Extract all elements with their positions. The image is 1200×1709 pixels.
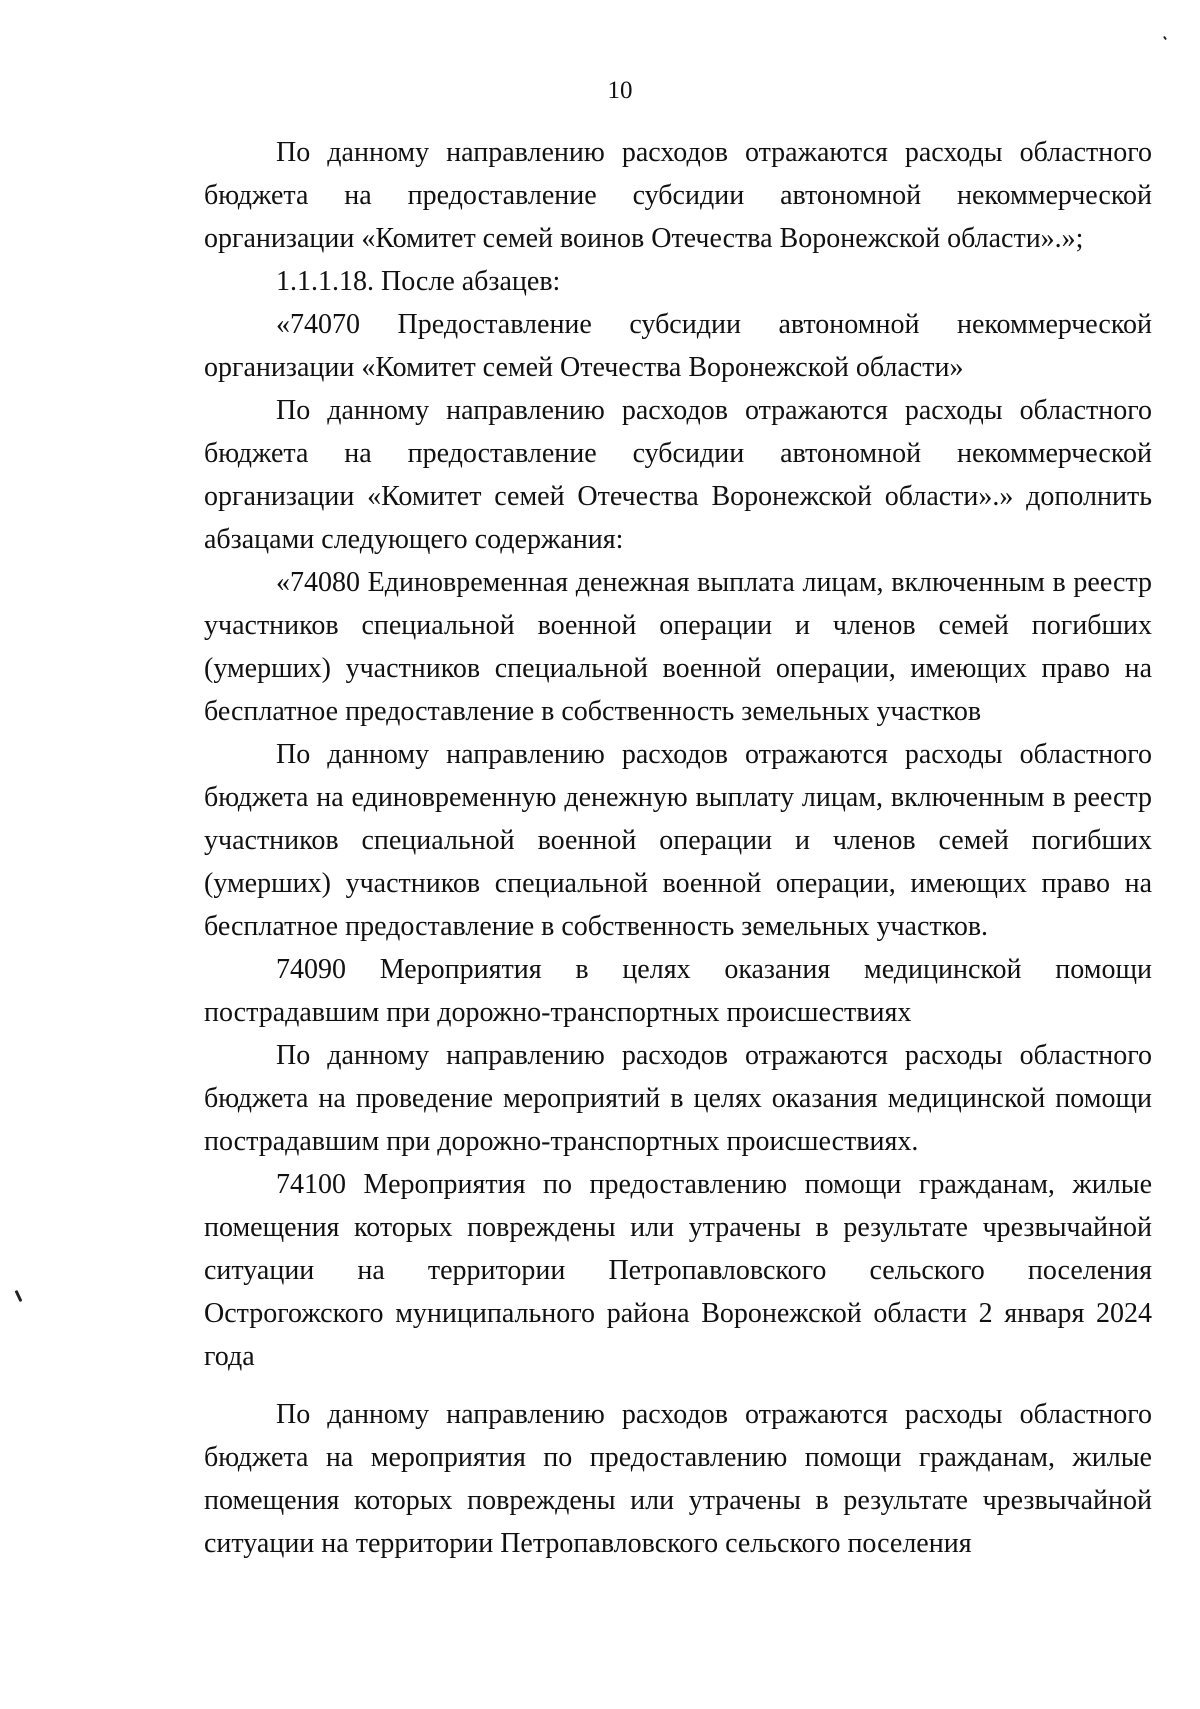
paragraph-expense-description: По данному направлению расходов отражаются расходы областного бюджета на предоставление субсидии автономной некоммерческой организации «Комитет семей Отечества Воронежской области».» дополнить абзацами следующего содержания: — [204, 395, 1152, 555]
paragraph-code-74090: 74090 Мероприятия в целях оказания медицинской помощи пострадавшим при дорожно-транспортных происшествиях — [204, 954, 1152, 1028]
paragraph-code-74100: 74100 Мероприятия по предоставлению помощи гражданам, жилые помещения которых повреждены или утрачены в результате чрезвычайной ситуации на территории Петропавловского сельского поселения Острогожского муниципального района Воронежской области 2 января 2024 года — [204, 1169, 1152, 1372]
paragraph-expense-description: По данному направлению расходов отражаются расходы областного бюджета на единовременную денежную выплату лицам, включенным в реестр участников специальной военной операции и членов семей погибших (умерших) участников специальной военной операции, имеющих право на бесплатное предоставление в собственность земельных участков. — [204, 739, 1152, 942]
page-number: 10 — [607, 77, 633, 104]
document-body — [204, 131, 1152, 1565]
paragraph-code-74070: «74070 Предоставление субсидии автономной некоммерческой организации «Комитет семей Отечества Воронежской области» — [204, 309, 1152, 383]
paragraph-clause-1-1-1-18: 1.1.1.18. После абзацев: — [276, 266, 561, 297]
scan-speck-mark — [15, 1290, 23, 1302]
paragraph-expense-description: По данному направлению расходов отражаются расходы областного бюджета на проведение мероприятий в целях оказания медицинской помощи пострадавшим при дорожно-транспортных происшествиях. — [204, 1040, 1152, 1157]
paragraph-expense-description: По данному направлению расходов отражаются расходы областного бюджета на предоставление субсидии автономной некоммерческой организации «Комитет семей воинов Отечества Воронежской области».»; — [204, 137, 1152, 254]
scan-speck-mark — [1163, 36, 1167, 40]
paragraph-expense-description: По данному направлению расходов отражаются расходы областного бюджета на мероприятия по предоставлению помощи гражданам, жилые помещения которых повреждены или утрачены в результате чрезвычайной ситуации на территории Петропавловского сельского поселения — [204, 1399, 1152, 1559]
paragraph-code-74080: «74080 Единовременная денежная выплата лицам, включенным в реестр участников специальной военной операции и членов семей погибших (умерших) участников специальной военной операции, имеющих право на бесплатное предоставление в собственность земельных участков — [204, 567, 1152, 727]
